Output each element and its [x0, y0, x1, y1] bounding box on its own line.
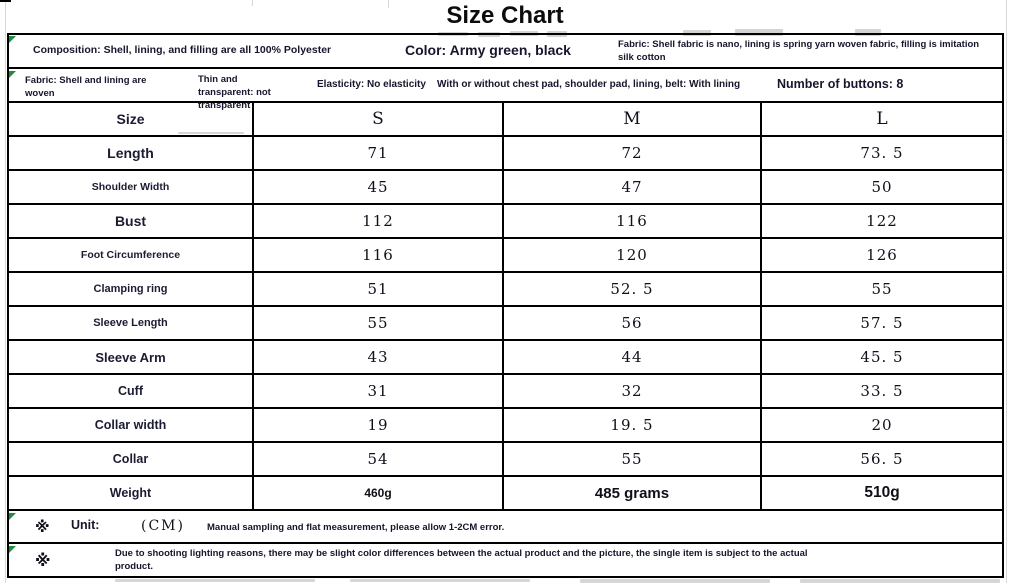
- table-row-weight: [9, 477, 1002, 511]
- info-color: Color: Army green, black: [405, 42, 571, 58]
- excel-error-marker: [9, 36, 16, 43]
- row-label: Weight: [109, 486, 152, 500]
- info-composition: Composition: Shell, lining, and filling are all 100% Polyester: [33, 44, 332, 56]
- table-row: [9, 273, 1002, 307]
- artifact-smudge: [350, 579, 530, 582]
- table-row: [9, 375, 1002, 409]
- table-row: [9, 171, 1002, 205]
- cell-s: 55: [252, 307, 502, 339]
- cell-l: 57. 5: [760, 307, 1002, 339]
- gridline-left: [5, 0, 6, 583]
- table-row: [9, 239, 1002, 273]
- artifact-smudge: [580, 579, 770, 583]
- unit-row: [9, 511, 1002, 544]
- cell-s: 43: [252, 341, 502, 373]
- artifact-smudge: [800, 579, 1000, 583]
- info-elasticity: Elasticity: No elasticity: [317, 79, 426, 90]
- cell-l: 20: [760, 409, 1002, 441]
- info-fabric-woven: Fabric: Shell and lining are woven: [25, 75, 147, 99]
- artifact-smudge: [115, 579, 315, 582]
- cell-m: 485 grams: [502, 477, 760, 509]
- header-size-label: Size: [116, 111, 145, 127]
- excel-error-marker: [9, 71, 16, 78]
- cell-s: 19: [252, 409, 502, 441]
- cell-m: 47: [502, 171, 760, 203]
- cell-m: 116: [502, 205, 760, 237]
- cell-m: 52. 5: [502, 273, 760, 305]
- table-row: [9, 341, 1002, 375]
- reference-mark-icon: ※: [35, 519, 50, 536]
- cell-s: 71: [252, 137, 502, 169]
- info-fabric: Fabric: Shell fabric is nano, lining is spring yarn woven fabric, filling is imitation silk cotton: [618, 39, 980, 63]
- info-transparency: Thin and transparent: not transparent: [198, 74, 271, 111]
- row-label: Bust: [114, 213, 147, 229]
- table-row: [9, 443, 1002, 477]
- excel-error-marker: [9, 513, 16, 520]
- cell-s: 116: [252, 239, 502, 271]
- cell-m: 19. 5: [502, 409, 760, 441]
- cell-l: 45. 5: [760, 341, 1002, 373]
- table-row: [9, 137, 1002, 171]
- cell-s: 31: [252, 375, 502, 407]
- cell-s: 51: [252, 273, 502, 305]
- cell-l: 73. 5: [760, 137, 1002, 169]
- header-size-l: L: [760, 103, 1002, 135]
- row-label: Clamping ring: [93, 283, 168, 295]
- cell-s: 112: [252, 205, 502, 237]
- info-row-2: [9, 69, 1002, 111]
- cell-s: 45: [252, 171, 502, 203]
- row-label: Sleeve Length: [93, 317, 168, 329]
- page-title: Size Chart: [446, 2, 564, 29]
- unit-cm: (CM): [141, 518, 185, 534]
- cell-m: 120: [502, 239, 760, 271]
- size-table: [7, 33, 1004, 578]
- info-row-1: [9, 35, 1002, 69]
- cell-l: 56. 5: [760, 443, 1002, 475]
- table-row: [9, 307, 1002, 341]
- row-label: Foot Circumference: [80, 249, 181, 261]
- row-label: Collar width: [94, 418, 167, 432]
- disclaimer-row: [9, 544, 1002, 576]
- row-label: Collar: [112, 452, 149, 466]
- header-size-s: S: [252, 103, 502, 135]
- info-buttons: Number of buttons: 8: [777, 77, 904, 91]
- cell-m: 55: [502, 443, 760, 475]
- table-row: [9, 205, 1002, 239]
- unit-note: Manual sampling and flat measurement, please allow 1-2CM error.: [207, 522, 505, 533]
- table-row: [9, 409, 1002, 443]
- artifact-smudge: [178, 132, 244, 134]
- cell-l: 122: [760, 205, 1002, 237]
- cell-l: 55: [760, 273, 1002, 305]
- cell-m: 72: [502, 137, 760, 169]
- unit-label: Unit:: [71, 518, 100, 532]
- cell-m: 44: [502, 341, 760, 373]
- row-label: Shoulder Width: [91, 181, 170, 193]
- gridline-right: [1006, 0, 1007, 583]
- table-header-row: [9, 103, 1002, 137]
- cell-l: 510g: [760, 477, 1002, 509]
- cell-s: 54: [252, 443, 502, 475]
- info-pads: With or without chest pad, shoulder pad, lining, belt: With lining: [437, 79, 741, 90]
- cell-l: 50: [760, 171, 1002, 203]
- reference-mark-icon: ※: [35, 553, 51, 570]
- disclaimer-text: Due to shooting lighting reasons, there may be slight color differences between the actual product and the picture, the single item is subject to the actual product.: [115, 548, 808, 572]
- row-label: Cuff: [118, 384, 143, 398]
- row-label: Sleeve Arm: [95, 349, 166, 365]
- cell-m: 56: [502, 307, 760, 339]
- header-size-m: M: [502, 103, 760, 135]
- cell-l: 126: [760, 239, 1002, 271]
- cell-l: 33. 5: [760, 375, 1002, 407]
- row-label: Length: [107, 145, 154, 161]
- cell-m: 32: [502, 375, 760, 407]
- cell-s: 460g: [252, 477, 502, 509]
- excel-error-marker: [9, 546, 16, 553]
